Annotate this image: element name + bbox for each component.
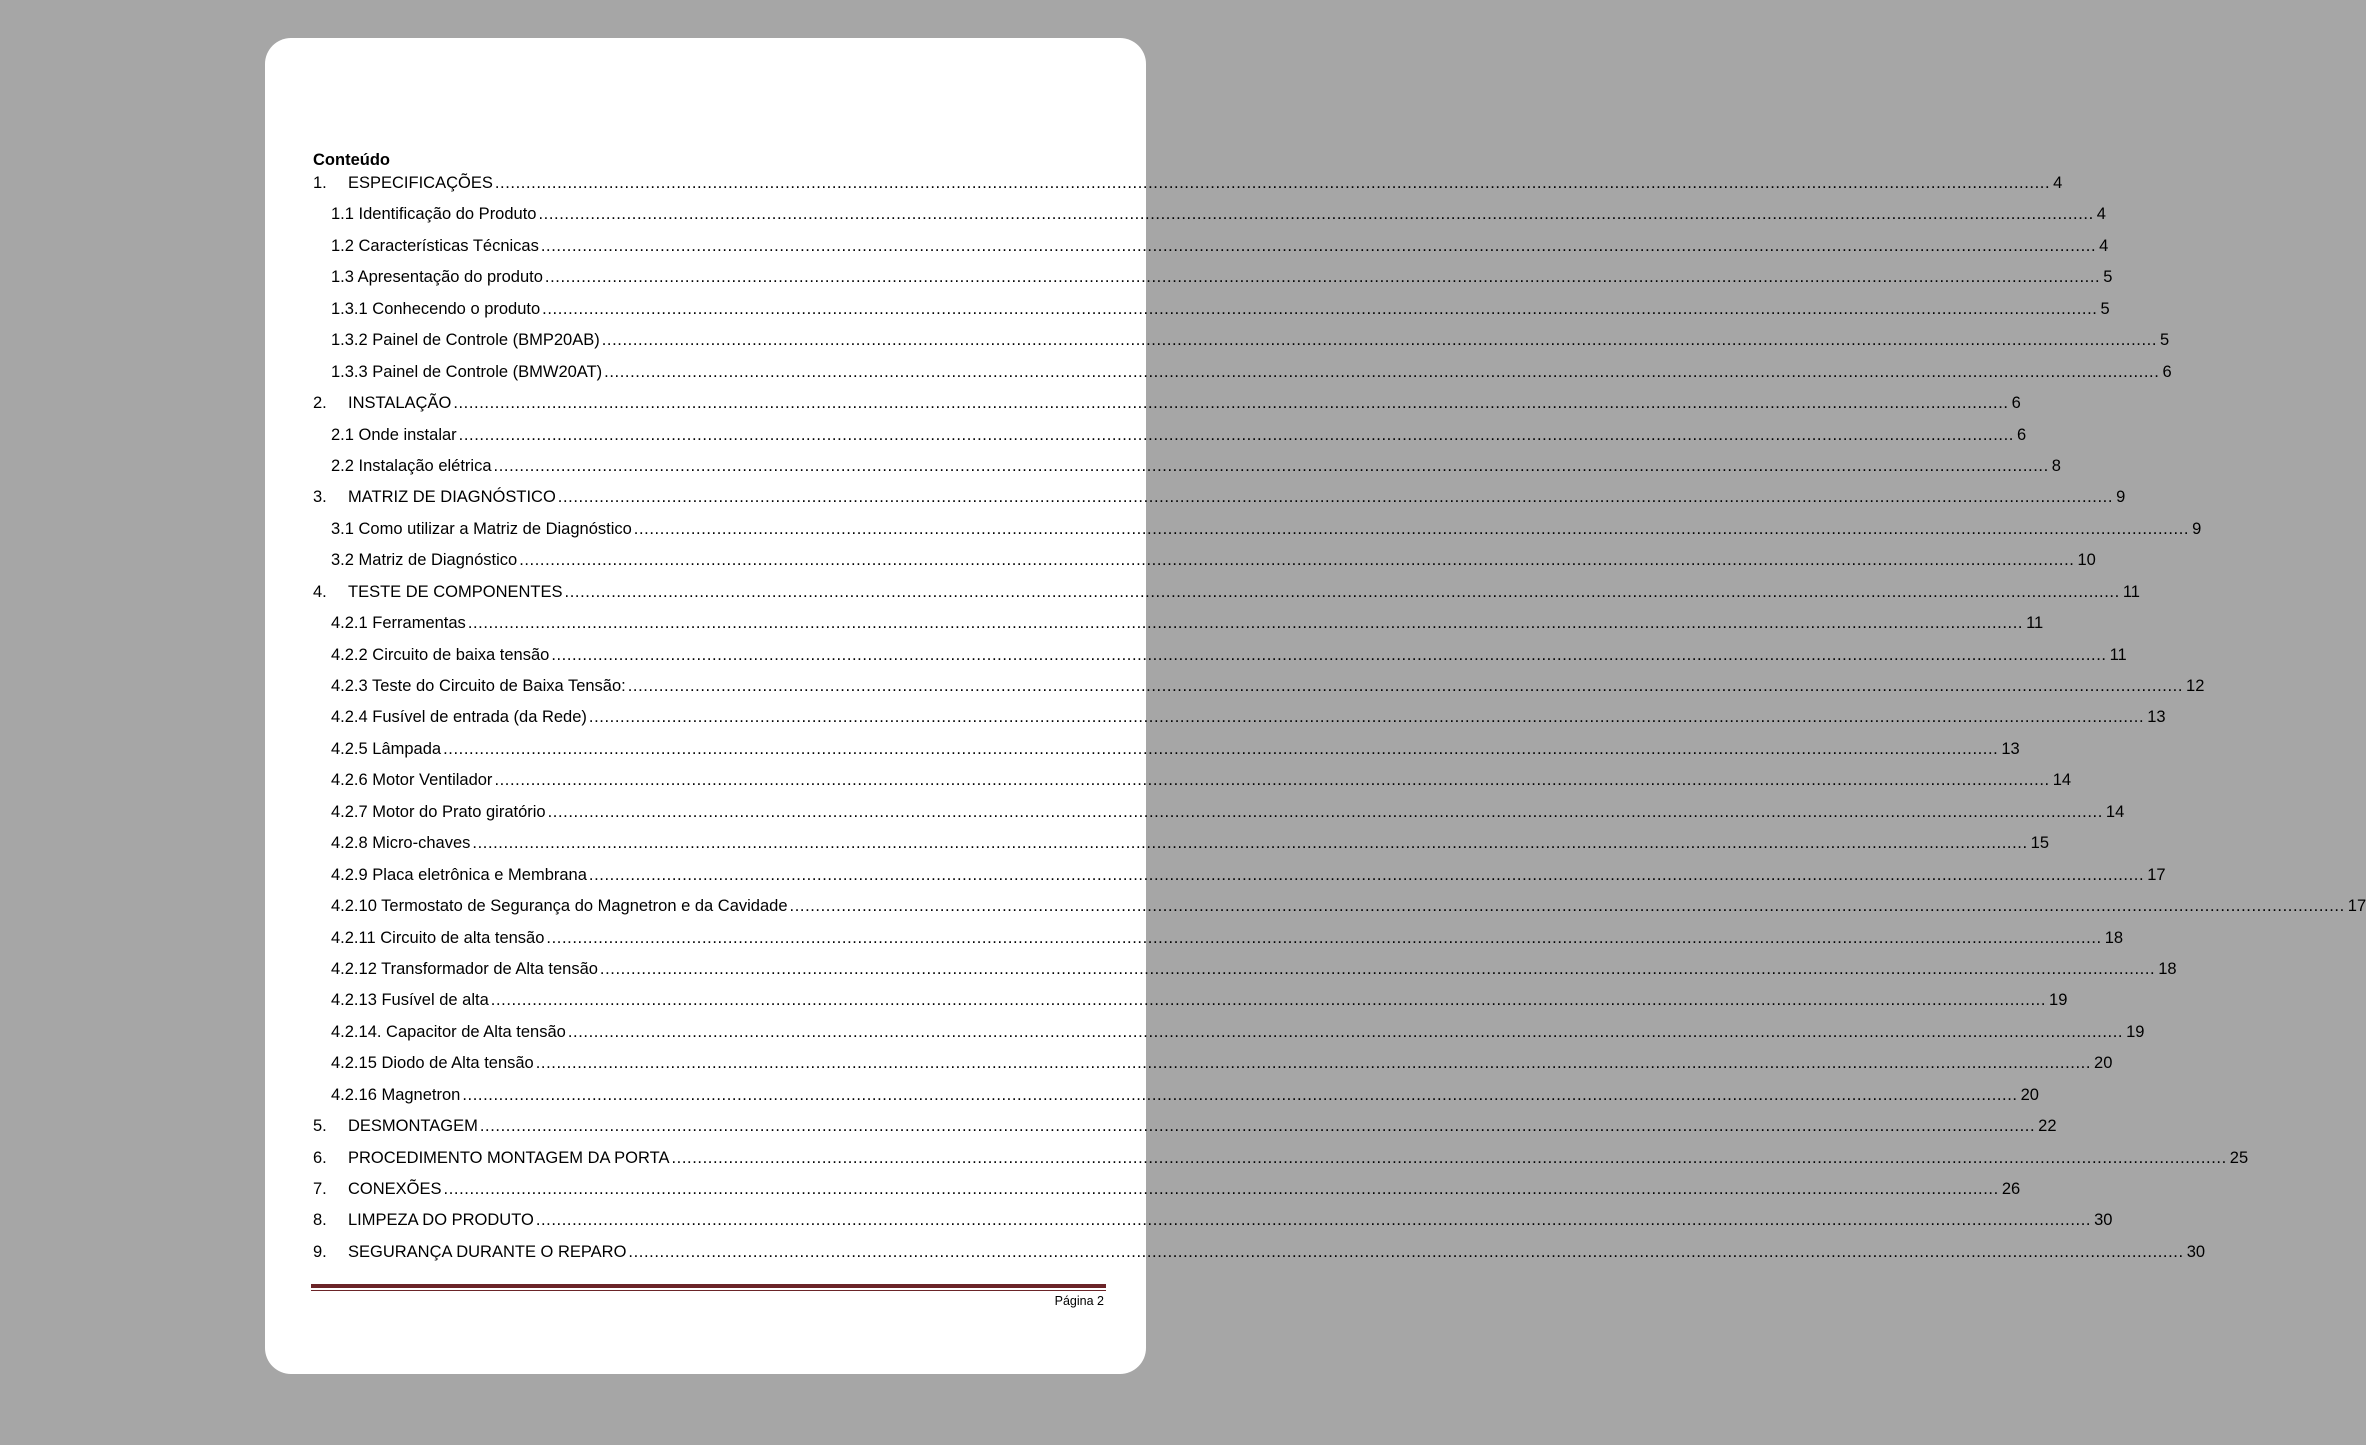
toc-entry[interactable] (313, 330, 2170, 361)
toc-entry-page: 30 (2094, 1211, 2113, 1230)
toc-entry-page: 9 (2192, 519, 2202, 538)
toc-entry[interactable] (313, 1179, 2021, 1210)
toc-entry-page: 10 (2077, 551, 2096, 570)
toc-entry-label: 3.1 Como utilizar a Matriz de Diagnóstico (331, 519, 632, 538)
toc-entry-page: 6 (2011, 394, 2021, 413)
toc-entry-number: 7. (313, 1180, 327, 1198)
toc-entry-label: TESTE DE COMPONENTES (348, 582, 563, 601)
toc-entry-label: 4.2.15 Diodo de Alta tensão (331, 1054, 534, 1073)
toc-entry-label: 1.2 Características Técnicas (331, 236, 539, 255)
dot-leader: ............................................................................................................................................................................................................................................................................................................ (494, 174, 2051, 192)
dot-leader: ............................................................................................................................................................................................................................................................................................................ (627, 677, 2184, 695)
toc-entry[interactable] (313, 267, 2113, 298)
document-page (265, 38, 2366, 1374)
toc-heading: Conteúdo (313, 151, 390, 169)
toc-entry[interactable] (313, 645, 2127, 676)
toc-entry-page: 14 (2052, 771, 2072, 790)
toc-entry-label: DESMONTAGEM (348, 1117, 478, 1136)
toc-entry-label: 4.2.4 Fusível de entrada (da Rede) (331, 708, 587, 727)
toc-entry-number: 1. (313, 174, 327, 192)
toc-entry-page: 13 (2001, 739, 2020, 758)
toc-entry[interactable] (313, 707, 2166, 738)
toc-entry[interactable] (313, 582, 2140, 613)
dot-leader: ............................................................................................................................................................................................................................................................................................................ (542, 299, 2098, 318)
toc-entry[interactable] (313, 959, 2177, 990)
toc-entry-page: 19 (2126, 1022, 2145, 1041)
toc-entry-label: MATRIZ DE DIAGNÓSTICO (348, 488, 556, 507)
toc-entry-page: 6 (2016, 425, 2027, 444)
toc-entry-page: 19 (2049, 991, 2068, 1010)
toc-entry[interactable] (313, 1116, 2057, 1147)
dot-leader: ............................................................................................................................................................................................................................................................................................................ (633, 519, 2190, 538)
toc-entry-label: ESPECIFICAÇÕES (348, 174, 493, 192)
dot-leader: ............................................................................................................................................................................................................................................................................................................ (564, 582, 2120, 601)
dot-leader: ............................................................................................................................................................................................................................................................................................................ (462, 1085, 2018, 1104)
toc-entry[interactable] (313, 1085, 2039, 1116)
dot-leader: ............................................................................................................................................................................................................................................................................................................ (671, 1148, 2227, 1167)
table-of-contents (313, 173, 2366, 1273)
toc-entry-label: 4.2.13 Fusível de alta (331, 991, 489, 1010)
toc-entry-label: 4.2.9 Placa eletrônica e Membrana (331, 865, 587, 884)
toc-entry-number: 3. (313, 488, 327, 507)
toc-entry-label: 2.1 Onde instalar (331, 425, 457, 444)
dot-leader: ............................................................................................................................................................................................................................................................................................................ (789, 897, 2345, 916)
toc-entry[interactable] (313, 928, 2124, 959)
dot-leader: ............................................................................................................................................................................................................................................................................................................ (472, 834, 2028, 853)
dot-leader: ............................................................................................................................................................................................................................................................................................................ (535, 1054, 2092, 1073)
toc-entry[interactable] (313, 425, 2027, 456)
toc-entry-label: 4.2.16 Magnetron (331, 1085, 461, 1104)
toc-entry-page: 22 (2038, 1117, 2057, 1136)
toc-entry-page: 18 (2158, 959, 2177, 978)
toc-entry-number: 5. (313, 1117, 327, 1136)
toc-entry-label: LIMPEZA DO PRODUTO (348, 1211, 534, 1230)
dot-leader: ............................................................................................................................................................................................................................................................................................................ (588, 865, 2145, 884)
toc-entry-page: 4 (2096, 205, 2106, 224)
toc-entry[interactable] (313, 739, 2020, 770)
toc-entry-label: 1.3.3 Painel de Controle (BMW20AT) (331, 362, 603, 381)
dot-leader: ............................................................................................................................................................................................................................................................................................................ (443, 739, 1999, 758)
toc-entry-page: 17 (2347, 897, 2366, 916)
toc-entry-number: 4. (313, 582, 327, 601)
toc-entry[interactable] (313, 393, 2021, 424)
dot-leader: ............................................................................................................................................................................................................................................................................................................ (458, 425, 2014, 444)
toc-entry-page: 11 (2122, 582, 2140, 601)
toc-entry-page: 11 (2026, 614, 2044, 633)
toc-entry[interactable] (313, 865, 2166, 896)
toc-entry-label: 4.2.11 Circuito de alta tensão (331, 928, 545, 947)
toc-entry-label: 1.3 Apresentação do produto (331, 268, 543, 287)
toc-entry-page: 26 (2001, 1180, 2021, 1198)
toc-entry[interactable] (313, 236, 2109, 267)
toc-entry-page: 9 (2116, 488, 2126, 507)
toc-entry-number: 8. (313, 1211, 327, 1230)
dot-leader: ............................................................................................................................................................................................................................................................................................................ (567, 1022, 2124, 1041)
dot-leader: ............................................................................................................................................................................................................................................................................................................ (540, 236, 2097, 255)
toc-entry[interactable] (313, 1022, 2145, 1053)
toc-entry-page: 13 (2147, 708, 2166, 727)
dot-leader: ............................................................................................................................................................................................................................................................................................................ (494, 771, 2050, 790)
toc-entry[interactable] (313, 299, 2110, 330)
dot-leader: ............................................................................................................................................................................................................................................................................................................ (538, 205, 2094, 224)
toc-entry-label: CONEXÕES (348, 1180, 442, 1198)
toc-entry[interactable] (313, 770, 2072, 801)
toc-entry[interactable] (313, 173, 2063, 204)
toc-entry-label: 1.1 Identificação do Produto (331, 205, 537, 224)
toc-entry-label: 3.2 Matriz de Diagnóstico (331, 551, 518, 570)
footer-rule (311, 1284, 1106, 1288)
toc-entry[interactable] (313, 519, 2202, 550)
toc-entry[interactable] (313, 550, 2096, 581)
toc-entry-page: 12 (2186, 677, 2205, 695)
toc-entry-page: 15 (2030, 834, 2050, 853)
toc-entry-label: 4.2.14. Capacitor de Alta tensão (331, 1022, 566, 1041)
toc-entry[interactable] (313, 896, 2366, 927)
toc-entry-label: 4.2.2 Circuito de baixa tensão (331, 645, 550, 664)
toc-entry-page: 4 (2053, 174, 2063, 192)
dot-leader: ............................................................................................................................................................................................................................................................................................................ (490, 991, 2047, 1010)
toc-entry-label: SEGURANÇA DURANTE O REPARO (348, 1242, 627, 1261)
toc-entry-page: 5 (2100, 299, 2110, 318)
dot-leader: ............................................................................................................................................................................................................................................................................................................ (628, 1242, 2184, 1261)
toc-entry[interactable] (313, 487, 2126, 518)
toc-entry-page: 14 (2105, 802, 2125, 821)
toc-entry-label: 4.2.6 Motor Ventilador (331, 771, 493, 790)
toc-entry[interactable] (313, 456, 2061, 487)
toc-entry-label: 4.2.8 Micro-chaves (331, 834, 471, 853)
toc-entry-number: 6. (313, 1148, 327, 1167)
dot-leader: ............................................................................................................................................................................................................................................................................................................ (604, 362, 2160, 381)
toc-entry[interactable] (313, 1053, 2113, 1084)
toc-entry-page: 5 (2103, 268, 2113, 287)
toc-entry[interactable] (313, 833, 2050, 864)
toc-entry-page: 20 (2094, 1054, 2113, 1073)
toc-entry[interactable] (313, 1148, 2249, 1179)
toc-entry[interactable] (313, 613, 2044, 644)
dot-leader: ............................................................................................................................................................................................................................................................................................................ (551, 645, 2107, 664)
dot-leader: ............................................................................................................................................................................................................................................................................................................ (544, 268, 2101, 287)
toc-entry-page: 25 (2229, 1148, 2249, 1167)
dot-leader: ............................................................................................................................................................................................................................................................................................................ (547, 802, 2103, 821)
dot-leader: ............................................................................................................................................................................................................................................................................................................ (467, 614, 2024, 633)
toc-entry-label: 4.2.3 Teste do Circuito de Baixa Tensão: (331, 677, 626, 695)
toc-entry[interactable] (313, 802, 2125, 833)
toc-entry-label: 4.2.12 Transformador de Alta tensão (331, 959, 598, 978)
toc-entry-page: 17 (2147, 865, 2166, 884)
page-number: Página 2 (1054, 1294, 1104, 1308)
toc-entry[interactable] (313, 362, 2172, 393)
dot-leader: ............................................................................................................................................................................................................................................................................................................ (519, 551, 2075, 570)
toc-entry-page: 20 (2020, 1085, 2039, 1104)
dot-leader: ............................................................................................................................................................................................................................................................................................................ (493, 456, 2049, 475)
toc-entry-number: 9. (313, 1242, 327, 1261)
toc-entry-page: 18 (2104, 928, 2124, 947)
toc-entry-label: 4.2.10 Termostato de Segurança do Magnetron e da Cavidade (331, 897, 788, 916)
dot-leader: ............................................................................................................................................................................................................................................................................................................ (443, 1180, 1999, 1198)
dot-leader: ............................................................................................................................................................................................................................................................................................................ (535, 1211, 2092, 1230)
toc-entry[interactable] (313, 990, 2068, 1021)
toc-entry-label: 2.2 Instalação elétrica (331, 456, 492, 475)
dot-leader: ............................................................................................................................................................................................................................................................................................................ (601, 331, 2158, 350)
dot-leader: ............................................................................................................................................................................................................................................................................................................ (546, 928, 2102, 947)
dot-leader: ............................................................................................................................................................................................................................................................................................................ (588, 708, 2145, 727)
toc-entry-page: 6 (2162, 362, 2172, 381)
dot-leader: ............................................................................................................................................................................................................................................................................................................ (453, 394, 2009, 413)
footer-rule-thin (311, 1290, 1106, 1291)
toc-entry-page: 8 (2051, 456, 2061, 475)
toc-entry-label: 4.2.1 Ferramentas (331, 614, 466, 633)
toc-entry[interactable] (313, 204, 2106, 235)
toc-entry-label: 1.3.2 Painel de Controle (BMP20AB) (331, 331, 600, 350)
toc-entry-label: 4.2.7 Motor do Prato giratório (331, 802, 546, 821)
dot-leader: ............................................................................................................................................................................................................................................................................................................ (599, 959, 2156, 978)
toc-entry-label: PROCEDIMENTO MONTAGEM DA PORTA (348, 1148, 670, 1167)
dot-leader: ............................................................................................................................................................................................................................................................................................................ (479, 1117, 2036, 1136)
toc-entry[interactable] (313, 1210, 2113, 1241)
toc-entry-page: 4 (2099, 236, 2109, 255)
toc-entry-page: 5 (2160, 331, 2170, 350)
toc-entry-number: 2. (313, 394, 327, 413)
toc-entry-label: 1.3.1 Conhecendo o produto (331, 299, 541, 318)
toc-entry[interactable] (313, 676, 2205, 707)
dot-leader: ............................................................................................................................................................................................................................................................................................................ (557, 488, 2114, 507)
toc-entry-label: 4.2.5 Lâmpada (331, 739, 442, 758)
toc-entry-page: 30 (2186, 1242, 2206, 1261)
toc-entry-page: 11 (2109, 645, 2127, 664)
toc-entry-label: INSTALAÇÃO (348, 394, 452, 413)
toc-entry[interactable] (313, 1242, 2206, 1273)
